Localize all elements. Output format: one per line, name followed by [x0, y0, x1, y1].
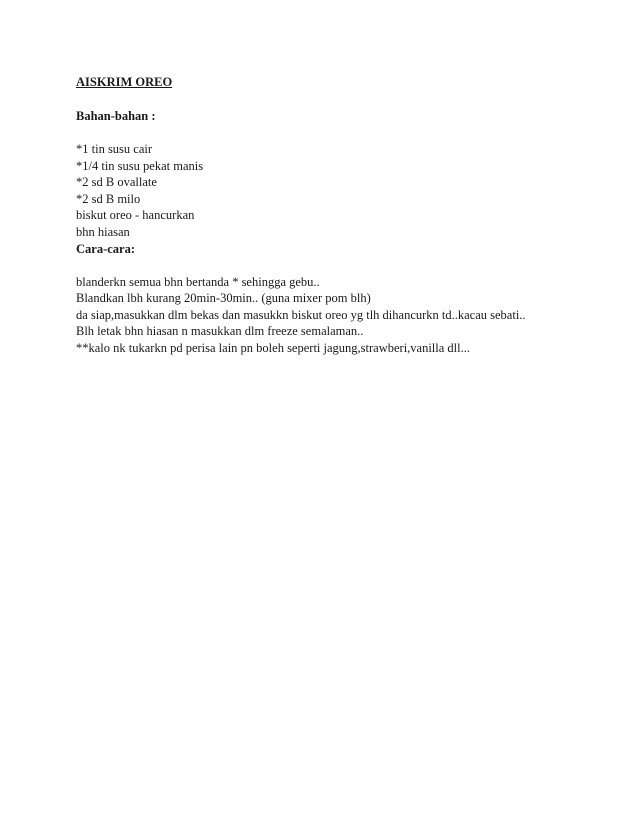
document-content: [76, 74, 596, 357]
ingredient-item: *1 tin susu cair: [76, 142, 153, 156]
step-item: **kalo nk tukarkn pd perisa lain pn boleh seperti jagung,strawberi,vanilla dll...: [76, 340, 471, 355]
steps-list: [76, 274, 596, 357]
steps-heading: Cara-cara:: [76, 241, 135, 256]
step-item: Blandkan lbh kurang 20min-30min.. (guna mixer pom blh): [76, 291, 371, 306]
ingredient-item: biskut oreo - hancurkan: [76, 208, 195, 223]
ingredient-item: bhn hiasan: [76, 224, 130, 239]
ingredients-heading: Bahan-bahan :: [76, 109, 156, 123]
ingredient-item: *2 sd B ovallate: [76, 175, 157, 190]
ingredients-list: [76, 141, 596, 241]
step-item: da siap,masukkan dlm bekas dan masukkn biskut oreo yg tlh dihancurkn td..kacau sebati..: [76, 307, 526, 322]
recipe-title: AISKRIM OREO: [76, 75, 173, 89]
ingredient-item: *2 sd B milo: [76, 191, 141, 206]
step-item: blanderkn semua bhn bertanda * sehingga gebu..: [76, 274, 320, 289]
step-item: Blh letak bhn hiasan n masukkan dlm freeze semalaman..: [76, 324, 364, 339]
ingredient-item: *1/4 tin susu pekat manis: [76, 158, 204, 173]
